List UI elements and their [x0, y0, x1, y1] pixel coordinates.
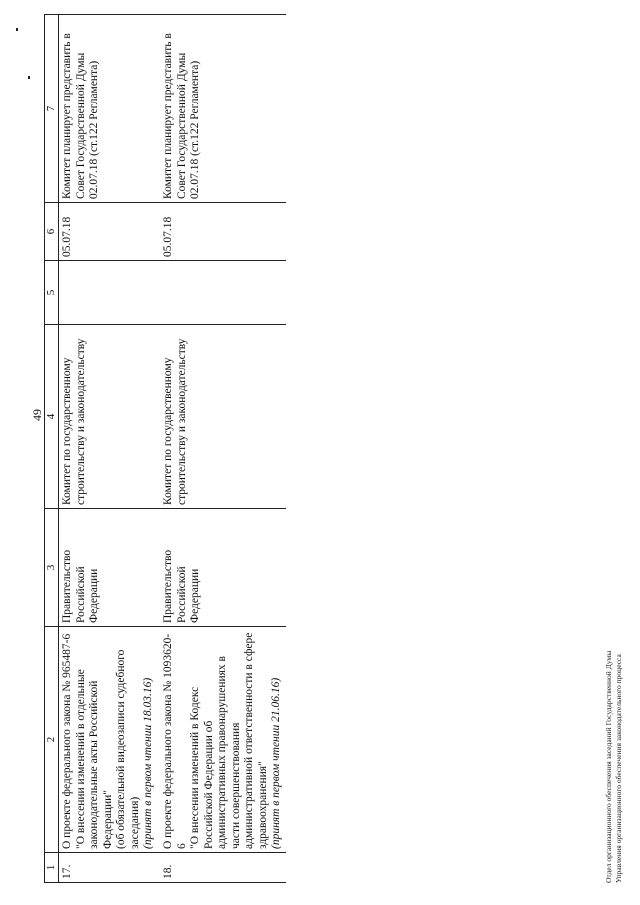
agenda-table — [44, 14, 286, 883]
column-header-3: 3 — [45, 509, 59, 627]
row-number: 17. — [59, 853, 158, 883]
column-5-value — [59, 261, 158, 325]
bill-adopted-note: (принят в первом чтении 18.03.16) — [142, 677, 155, 849]
table-row — [158, 15, 286, 883]
page-number: 49 — [30, 409, 44, 421]
column-header-6: 6 — [45, 203, 59, 261]
scan-mark — [28, 76, 30, 79]
bill-title-line: О проекте федерального закона № 1093620-6 — [161, 633, 188, 849]
footer-line-2: Управления организационного обеспечения законодательного процесса — [614, 654, 624, 883]
bill-title-line: О проекте федерального закона № 965487-6 — [61, 633, 73, 849]
bill-description — [158, 627, 286, 853]
column-5-value — [158, 261, 286, 325]
page-footer — [604, 651, 624, 883]
responsible-committee: Комитет по государственному строительству и законодательству — [59, 325, 158, 509]
bill-title-body: "О внесении изменений в отдельные законодательные акты Российской Федерации" — [74, 669, 114, 849]
column-header-1: 1 — [45, 853, 59, 883]
committee-plan: Комитет планирует представить в Совет Государственной Думы 02.07.18 (ст.122 Регламента) — [158, 15, 286, 203]
column-header-2: 2 — [45, 627, 59, 853]
row-number: 18. — [158, 853, 286, 883]
committee-plan: Комитет планирует представить в Совет Государственной Думы 02.07.18 (ст.122 Регламента) — [59, 15, 158, 203]
bill-title-body: "О внесении изменений в Кодекс Российской Федерации об административных правонарушениях в части совершенствования административной ответственности в сфере здравоохранения" — [189, 632, 269, 849]
review-date: 05.07.18 — [59, 203, 158, 261]
column-header-4: 4 — [45, 325, 59, 509]
footer-line-1: Отдел организационного обеспечения заседаний Государственной Думы — [604, 650, 613, 883]
column-header-5: 5 — [45, 261, 59, 325]
table-row — [59, 15, 158, 883]
bill-note: (об обязательной видеозаписи судебного заседания) — [115, 649, 141, 849]
scan-mark — [16, 28, 18, 31]
initiator: Правительство Российской Федерации — [158, 509, 286, 627]
initiator: Правительство Российской Федерации — [59, 509, 158, 627]
responsible-committee: Комитет по государственному строительству и законодательству — [158, 325, 286, 509]
bill-adopted-note: (принят в первом чтении 21.06.16) — [270, 677, 283, 849]
header-row — [45, 15, 59, 883]
bill-description — [59, 627, 158, 853]
column-header-7: 7 — [45, 15, 59, 203]
review-date: 05.07.18 — [158, 203, 286, 261]
